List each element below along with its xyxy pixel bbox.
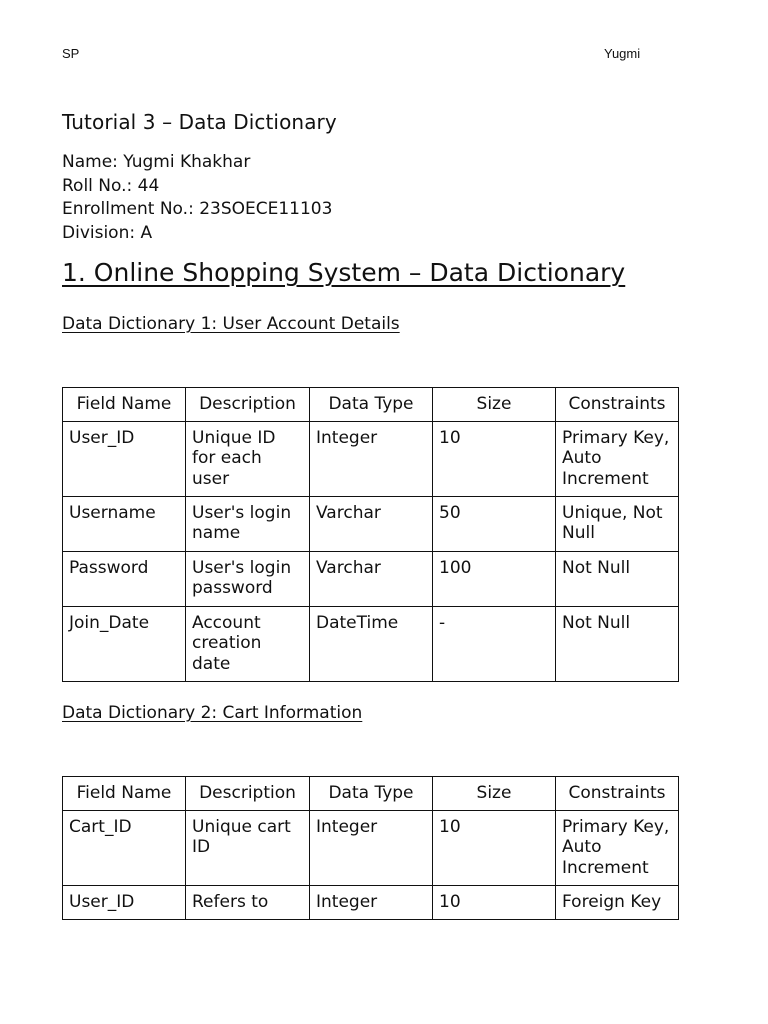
table-cell: 10 [433,421,556,496]
table-cell: Cart_ID [63,810,186,885]
table-header-row [63,388,679,422]
table-cell: User_ID [63,885,186,919]
table1-heading: Data Dictionary 1: User Account Details [62,314,400,334]
table-cell: User's login password [186,551,310,606]
table-cell: - [433,606,556,681]
table-cell: Username [63,496,186,551]
table-row [63,421,679,496]
table-row [63,885,679,919]
table-row [63,810,679,885]
column-header: Field Name [63,777,186,811]
table-cell: 100 [433,551,556,606]
table-cell: 50 [433,496,556,551]
table-cell: User_ID [63,421,186,496]
student-roll: Roll No.: 44 [62,175,160,196]
user-account-table [62,387,679,682]
table-cell: Integer [310,810,433,885]
student-enrollment: Enrollment No.: 23SOECE11103 [62,199,333,219]
column-header: Constraints [556,388,679,422]
student-info [62,151,332,245]
table-cell: User's login name [186,496,310,551]
column-header: Size [433,777,556,811]
document-title: Tutorial 3 – Data Dictionary [62,110,337,134]
table-cell: Integer [310,885,433,919]
table-cell: Unique ID for each user [186,421,310,496]
table-cell: 10 [433,885,556,919]
column-header: Data Type [310,388,433,422]
table-cell: Account creation date [186,606,310,681]
table-cell: Foreign Key [556,885,679,919]
table-cell: Not Null [556,551,679,606]
column-header: Data Type [310,777,433,811]
cart-information-table [62,776,679,920]
table-cell: DateTime [310,606,433,681]
table-cell: Unique, Not Null [556,496,679,551]
table-cell: Varchar [310,551,433,606]
table-cell: Password [63,551,186,606]
table2-heading: Data Dictionary 2: Cart Information [62,703,363,723]
table-row [63,606,679,681]
column-header: Size [433,388,556,422]
column-header: Description [186,777,310,811]
table-cell: Join_Date [63,606,186,681]
table-header-row [63,777,679,811]
column-header: Description [186,388,310,422]
header-left-text: SP [62,46,80,61]
column-header: Field Name [63,388,186,422]
table-cell: Varchar [310,496,433,551]
student-division: Division: A [62,222,153,243]
table-cell: Primary Key, Auto Increment [556,810,679,885]
column-header: Constraints [556,777,679,811]
table-cell: 10 [433,810,556,885]
header-right-text: Yugmi [604,46,641,61]
table-cell: Refers to [186,885,310,919]
table-cell: Not Null [556,606,679,681]
table-cell: Primary Key, Auto Increment [556,421,679,496]
table-row [63,551,679,606]
table-cell: Unique cart ID [186,810,310,885]
table-row [63,496,679,551]
table-cell: Integer [310,421,433,496]
section-title: 1. Online Shopping System – Data Dictionary [62,258,626,287]
student-name: Name: Yugmi Khakhar [62,152,251,172]
